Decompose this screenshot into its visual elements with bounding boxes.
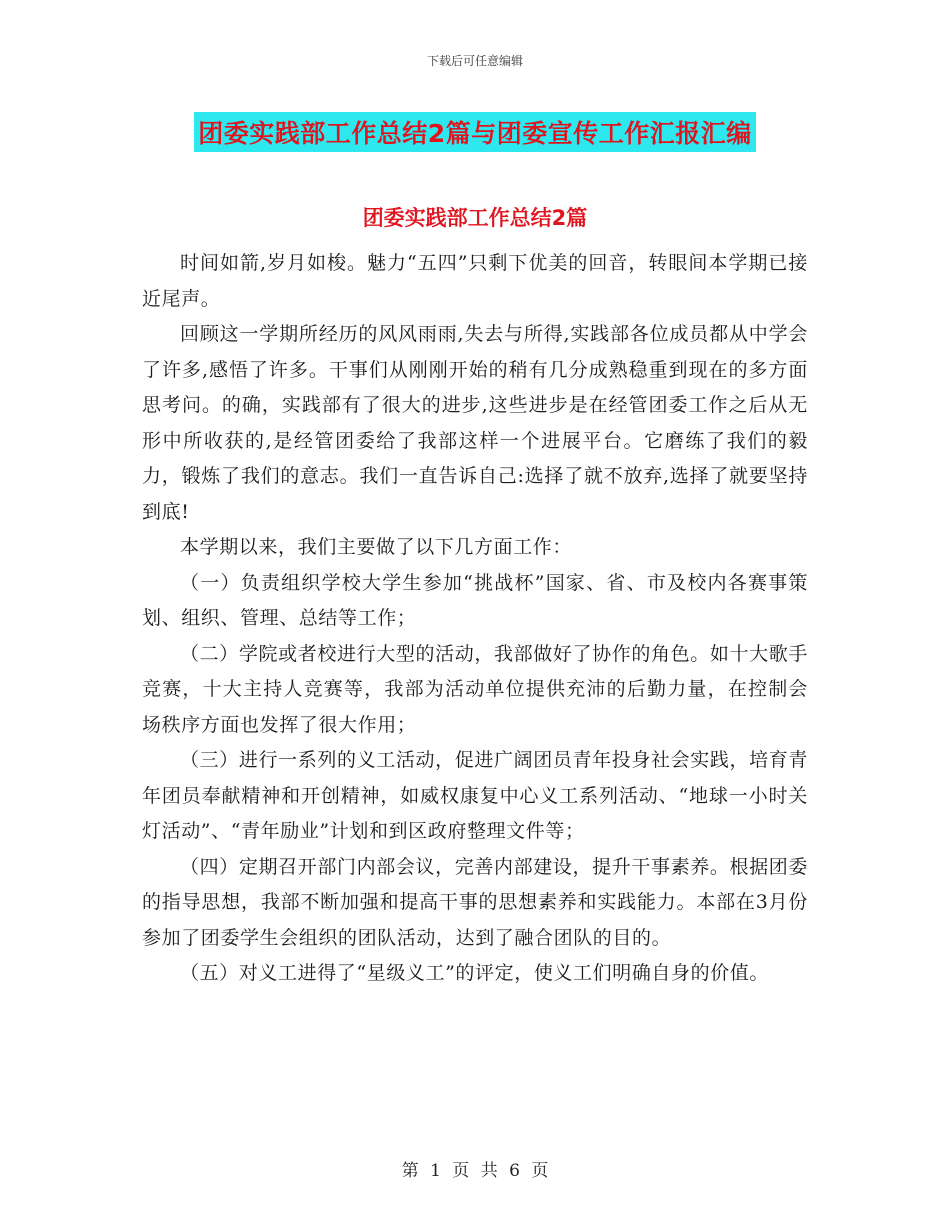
- section-title: 团委实践部工作总结2篇: [362, 206, 588, 230]
- document-title-container: [0, 112, 950, 152]
- list-paragraph: （三）进行一系列的义工活动，促进广阔团员青年投身社会实践，培育青年团员奉献精神和开创精神，如威权康复中心义工系列活动、“地球一小时关灯活动”、“青年励业”计划和到区政府整理文件等；: [142, 749, 808, 842]
- page-number-footer: 第 1 页 共 6 页: [401, 1161, 549, 1181]
- header-note: 下载后可任意编辑: [426, 54, 523, 68]
- paragraph: 回顾这一学期所经历的风风雨雨,失去与所得,实践部各位成员都从中学会了许多,感悟了许多。干事们从刚刚开始的稍有几分成熟稳重到现在的多方面思考问。的确，实践部有了很大的进步,这些进步是在经管团委工作之后从无形中所收获的,是经管团委给了我部这样一个进展平台。它磨练了我们的毅力，锻炼了我们的意志。我们一直告诉自己:选择了就不放弃,选择了就要坚持到底!: [142, 323, 808, 523]
- paragraph: 本学期以来，我们主要做了以下几方面工作：: [180, 536, 573, 558]
- list-paragraph: （五）对义工进得了“星级义工”的评定，使义工们明确自身的价值。: [180, 962, 770, 984]
- paragraph: 时间如箭,岁月如梭。魅力“五四”只剩下优美的回音，转眼间本学期已接近尾声。: [142, 252, 808, 310]
- list-paragraph: （一）负责组织学校大学生参加“挑战杯”国家、省、市及校内各赛事策划、组织、管理、总结等工作；: [142, 571, 808, 629]
- document-body: [142, 246, 808, 992]
- document-title: 团委实践部工作总结2篇与团委宣传工作汇报汇编: [194, 112, 755, 152]
- list-paragraph: （二）学院或者校进行大型的活动，我部做好了协作的角色。如十大歌手竞赛，十大主持人竞赛等，我部为活动单位提供充沛的后勤力量，在控制会场秩序方面也发挥了很大作用；: [142, 642, 808, 736]
- list-paragraph: （四）定期召开部门内部会议，完善内部建设，提升干事素养。根据团委的指导思想，我部不断加强和提高干事的思想素养和实践能力。本部在3月份参加了团委学生会组织的团队活动，达到了融合团队的目的。: [142, 855, 808, 949]
